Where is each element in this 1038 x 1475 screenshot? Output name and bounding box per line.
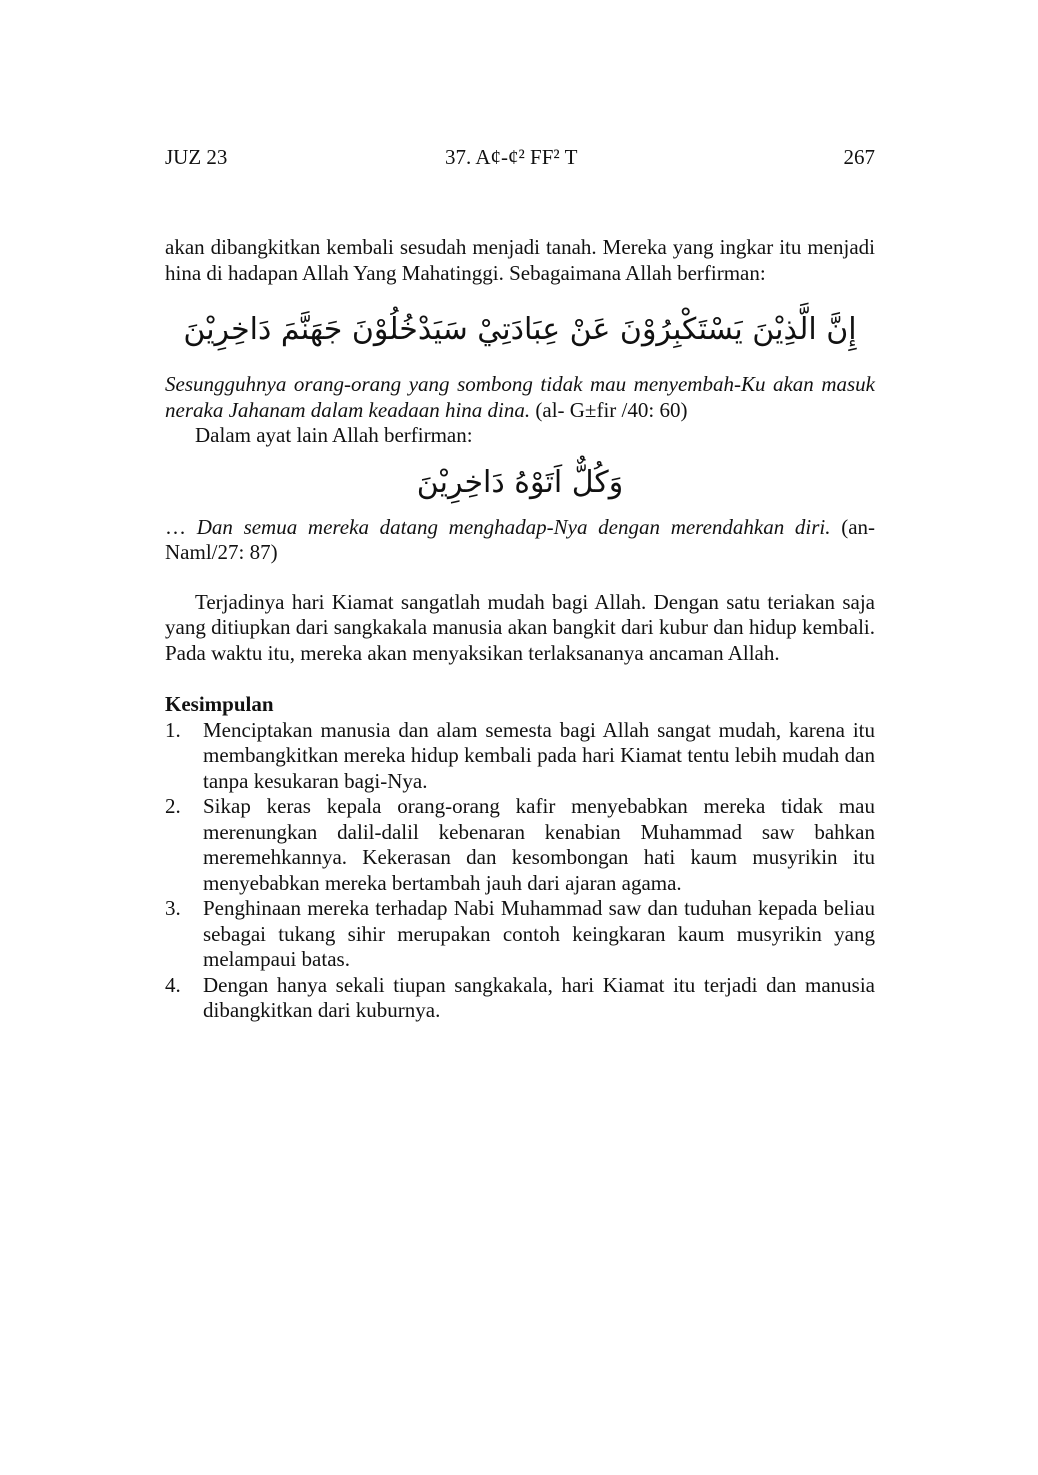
list-item bbox=[165, 973, 875, 1024]
list-item-number: 3. bbox=[165, 896, 181, 920]
list-item-number: 2. bbox=[165, 794, 181, 818]
list-item-text: Menciptakan manusia dan alam semesta bagi Allah sangat mudah, karena itu membangkitkan mereka hidup kembali pada hari Kiamat tentu lebih mudah dan tanpa kesukaran bagi-Nya. bbox=[203, 717, 875, 793]
page-number: 267 bbox=[843, 145, 875, 169]
list-item bbox=[165, 896, 875, 973]
list-item-number: 4. bbox=[165, 972, 181, 997]
verse-2-translation bbox=[165, 515, 875, 566]
list-item-text: Penghinaan mereka terhadap Nabi Muhammad saw dan tuduhan kepada beliau sebagai tukang sihir merupakan contoh keingkaran kaum musyrikin yang melampaui batas. bbox=[203, 896, 875, 971]
intro-paragraph: akan dibangkitkan kembali sesudah menjadi tanah. Mereka yang ingkar itu menjadi hina di hadapan Allah Yang Mahatinggi. Sebagaimana Allah berfirman: bbox=[165, 235, 875, 285]
surah-title: 37. A¢-¢² FF² T bbox=[445, 145, 578, 169]
page-header bbox=[165, 145, 875, 175]
verse-1-translation-text: Sesungguhnya orang-orang yang sombong tidak mau menyembah-Ku akan masuk neraka Jahanam dalam keadaan hina dina. bbox=[165, 372, 875, 422]
transition-text: Dalam ayat lain Allah berfirman: bbox=[195, 423, 473, 447]
page bbox=[165, 145, 875, 1024]
list-item-number: 1. bbox=[165, 717, 181, 742]
verse-2-ellipsis: … bbox=[165, 514, 197, 539]
kiamat-paragraph: Terjadinya hari Kiamat sangatlah mudah bagi Allah. Dengan satu teriakan saja yang ditiupkan dari sangkakala manusia akan bangkit dari kubur dan hidup kembali. Pada waktu itu, mereka akan menyaksikan terlaksananya ancaman Allah. bbox=[165, 589, 875, 665]
list-item-text: Dengan hanya sekali tiupan sangkakala, hari Kiamat itu terjadi dan manusia dibangkitkan dari kuburnya. bbox=[203, 972, 875, 1022]
conclusion-list bbox=[165, 718, 875, 1024]
verse-1-translation bbox=[165, 372, 875, 423]
arabic-verse-1: إِنَّ الَّذِيْنَ يَسْتَكْبِرُوْنَ عَنْ عِبَادَتِيْ سَيَدْخُلُوْنَ جَهَنَّمَ دَاخِرِيْنَ bbox=[183, 312, 857, 347]
conclusion-heading: Kesimpulan bbox=[165, 692, 274, 716]
arabic-verse-2: وَكُلٌّ اَتَوْهُ دَاخِرِيْنَ bbox=[416, 464, 624, 500]
list-item bbox=[165, 718, 875, 795]
verse-1-reference: (al- G±fir /40: 60) bbox=[530, 397, 688, 422]
juz-label: JUZ 23 bbox=[165, 145, 228, 169]
verse-2-translation-text: Dan semua mereka datang menghadap-Nya dengan merendahkan diri. bbox=[196, 514, 831, 539]
list-item bbox=[165, 794, 875, 896]
list-item-text: Sikap keras kepala orang-orang kafir menyebabkan mereka tidak mau merenungkan dalil-dalil kebenaran kenabian Muhammad saw bahkan meremehkannya. Kekerasan dan kesombongan hati kaum musyrikin itu menyebabkan mereka bertambah jauh dari ajaran agama. bbox=[203, 794, 875, 895]
verse-2-reference: (an-Naml/27: 87) bbox=[165, 514, 876, 564]
